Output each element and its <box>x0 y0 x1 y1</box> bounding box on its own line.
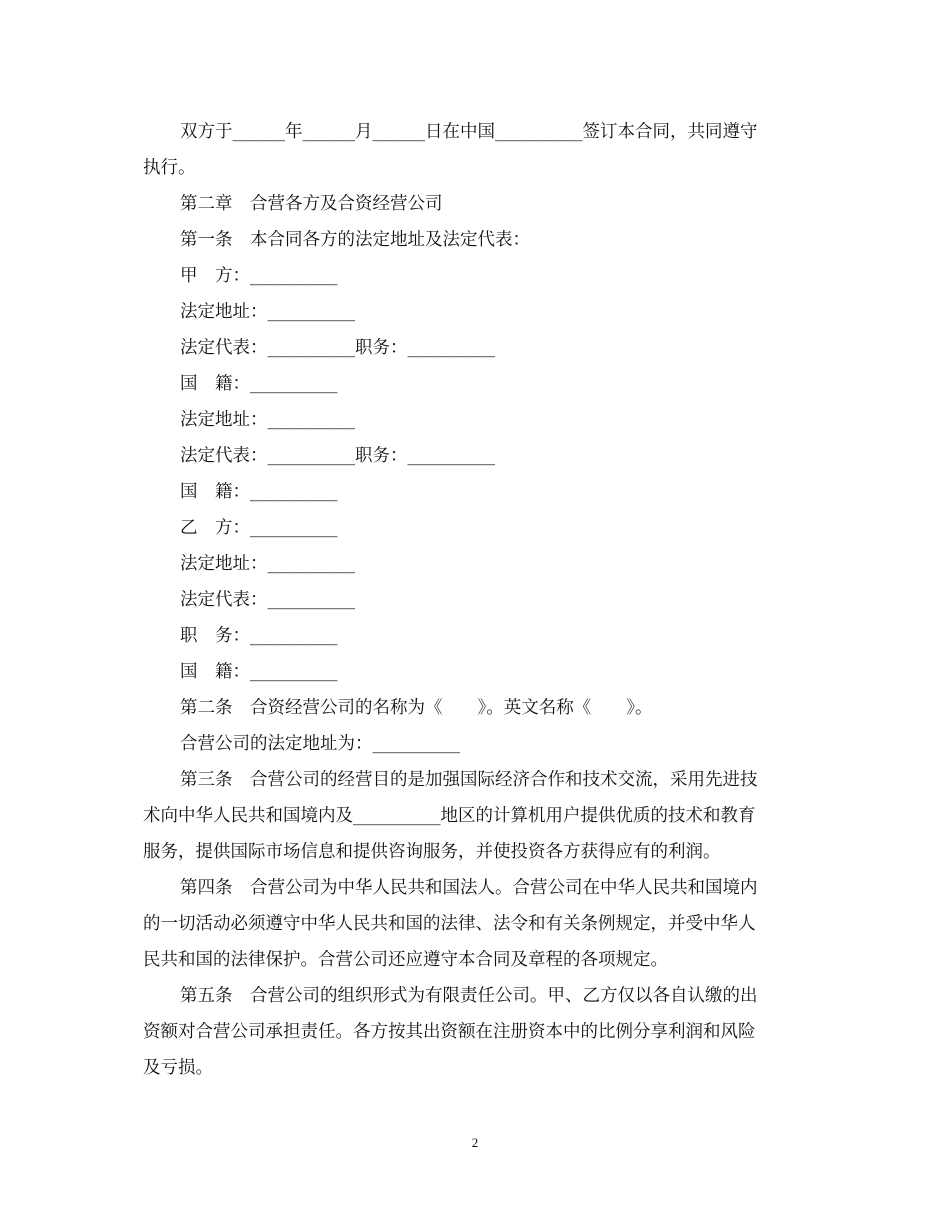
document-body <box>143 114 797 1086</box>
article-two-text: 第二条 合资经营公司的名称为《 》。英文名称《 》。 <box>180 698 653 718</box>
legal-address-field: 法定地址：__________ <box>180 554 355 574</box>
legal-representative-field: 法定代表：__________ <box>180 590 355 610</box>
article-five-text: 第五条 合营公司的组织形式为有限责任公司。甲、乙方仅以各自认缴的出 <box>180 986 758 1006</box>
party-b-field: 乙 方：__________ <box>180 518 338 538</box>
nationality-field: 国 籍：__________ <box>180 662 338 682</box>
text-line-contract-signing: 双方于______年______月______日在中国__________签订本合同，共同遵守 <box>180 122 758 142</box>
article-four-text: 民共和国的法律保护。合营公司还应遵守本合同及章程的各项规定。 <box>143 950 668 970</box>
company-address-field: 合营公司的法定地址为：__________ <box>180 734 460 754</box>
article-three-text: 服务，提供国际市场信息和提供咨询服务，并使投资各方获得应有的利润。 <box>143 842 721 862</box>
article-five-text: 资额对合营公司承担责任。各方按其出资额在注册资本中的比例分享利润和风险 <box>143 1022 756 1042</box>
nationality-field: 国 籍：__________ <box>180 482 338 502</box>
chapter-two-heading: 第二章 合营各方及合资经营公司 <box>180 194 443 214</box>
article-five-text: 及亏损。 <box>143 1058 213 1078</box>
party-a-field: 甲 方：__________ <box>180 266 338 286</box>
page-number: 2 <box>471 1135 479 1150</box>
position-field: 职 务：__________ <box>180 626 338 646</box>
article-three-text: 第三条 合营公司的经营目的是加强国际经济合作和技术交流，采用先进技 <box>180 770 758 790</box>
legal-address-field: 法定地址：__________ <box>180 302 355 322</box>
legal-representative-field: 法定代表：__________职务：__________ <box>180 338 495 358</box>
legal-representative-field: 法定代表：__________职务：__________ <box>180 446 495 466</box>
article-four-text: 的一切活动必须遵守中华人民共和国的法律、法令和有关条例规定，并受中华人 <box>143 914 756 934</box>
article-one-heading: 第一条 本合同各方的法定地址及法定代表： <box>180 230 530 250</box>
text-line-execute: 执行。 <box>143 158 196 178</box>
article-three-text: 术向中华人民共和国境内及__________地区的计算机用户提供优质的技术和教育 <box>143 806 756 826</box>
legal-address-field: 法定地址：__________ <box>180 410 355 430</box>
article-four-text: 第四条 合营公司为中华人民共和国法人。合营公司在中华人民共和国境内 <box>180 878 758 898</box>
nationality-field: 国 籍：__________ <box>180 374 338 394</box>
